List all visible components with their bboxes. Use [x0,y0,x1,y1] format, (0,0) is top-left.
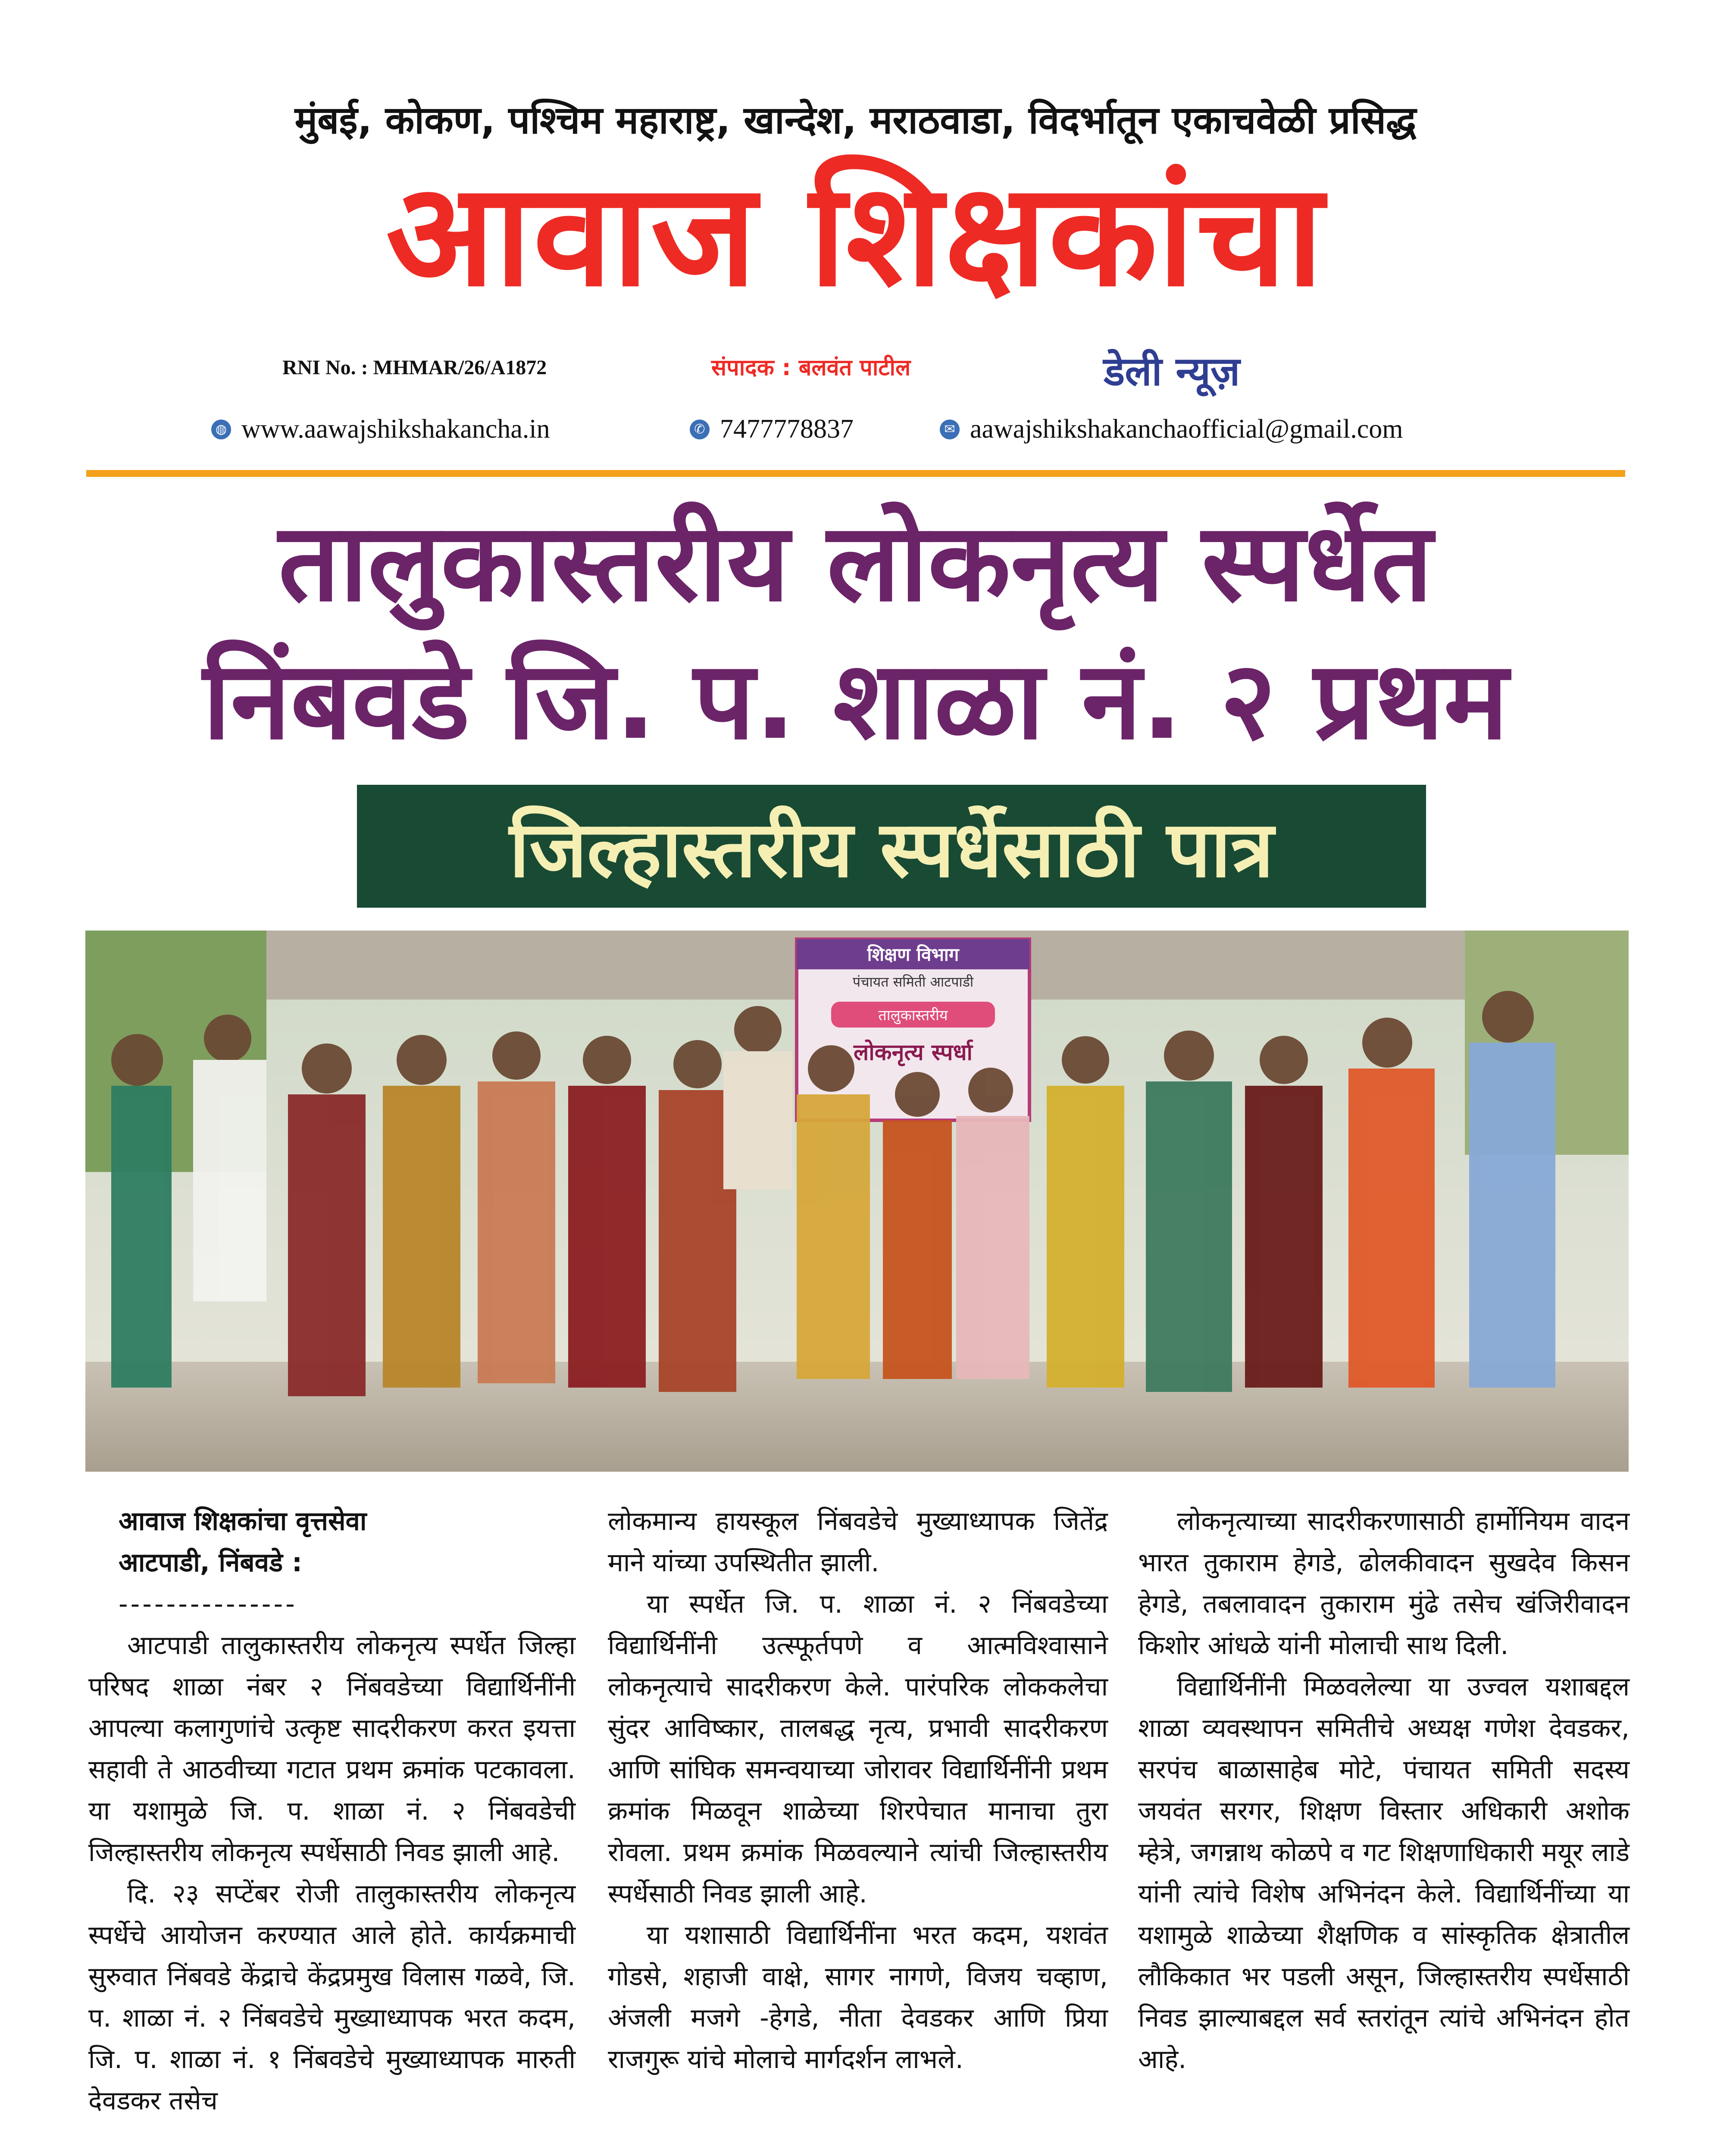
event-photo [85,931,1629,1472]
photo-banner-line-2: पंचायत समिती आटपाडी [852,974,974,990]
article-dateline: आटपाडी, निंबवडे : [119,1548,302,1578]
globe-icon: ◍ [211,420,231,439]
article-paragraph: दि. २३ सप्टेंबर रोजी तालुकास्तरीय लोकनृत्य स्पर्धेचे आयोजन करण्यात आले होते. कार्यक्रमाची सुरुवात निंबवडे केंद्राचे केंद्रप्रमुख विलास गळवे, जि. प. शाळा नं. २ निंबवडेचे मुख्याध्यापक भरत कदम, जि. प. शाळा नं. १ निंबवडेचे मुख्याध्यापक मारुती देवडकर तसेच [88,1879,576,2116]
masthead-title: आवाज शिक्षकांचा [386,152,1325,318]
subheadline-banner [357,785,1426,908]
photo-banner-line-4: लोकनृत्य स्पर्धा [853,1040,973,1065]
article-paragraph: या स्पर्धेत जि. प. शाळा नं. २ निंबवडेच्या विद्यार्थिनींनी उत्स्फूर्तपणे व आत्मविश्वासाने लोकनृत्याचे सादरीकरण केले. पारंपरिक लोककलेचा सुंदर आविष्कार, तालबद्ध नृत्य, प्रभावी सादरीकरण आणि सांघिक समन्वयाच्या जोरावर विद्यार्थिनींनी प्रथम क्रमांक मिळवून शाळेच्या शिरपेचात मानाचा तुरा रोवला. प्रथम क्रमांक मिळवल्याने त्यांची जिल्हास्तरीय स्पर्धेसाठी निवड झाली आहे. [608,1589,1108,1909]
email-icon: ✉ [940,420,960,439]
email-address[interactable]: aawajshikshakanchaofficial@gmail.com [970,414,1403,444]
article-paragraph: आटपाडी तालुकास्तरीय लोकनृत्य स्पर्धेत जिल्हा परिषद शाळा नंबर २ निंबवडेच्या विद्यार्थिनींनी आपल्या कलागुणांचे उत्कृष्ट सादरीकरण करत इयत्ता सहावी ते आठवीच्या गटात प्रथम क्रमांक पटकावला. या यशामुळे जि. प. शाळा नं. २ निंबवडेची जिल्हास्तरीय लोकनृत्य स्पर्धेसाठी निवड झाली आहे. [88,1630,576,1868]
article-column-3 [1138,1501,1630,2080]
headline-line-2: निंबवडे जि. प. शाळा नं. २ प्रथम [203,638,1508,763]
article-divider: --------------- [119,1589,297,1619]
subheadline-text: जिल्हास्तरीय स्पर्धेसाठी पात्र [509,805,1274,895]
rni-number: RNI No. : MHMAR/26/A1872 [282,356,547,379]
tagline: मुंबई, कोकण, पश्चिम महाराष्ट्र, खान्देश, मराठवाडा, विदर्भातून एकाचवेळी प्रसिद्ध [294,98,1417,142]
headline-line-1: तालुकास्तरीय लोकनृत्य स्पर्धेत [278,500,1433,625]
article-column-1 [88,1501,576,2122]
phone-number[interactable]: 7477778837 [720,414,854,444]
website-contact[interactable] [211,414,550,445]
article-paragraph: लोकनृत्याच्या सादरीकरणासाठी हार्मोनियम वादन भारत तुकाराम हेगडे, ढोलकीवादन सुखदेव किसन हेगडे, तबलावादन तुकाराम मुंढे तसेच खंजिरीवादन किशोर आंधळे यांनी मोलाची साथ दिली. [1138,1506,1630,1661]
photo-banner-line-1: शिक्षण विभाग [867,944,959,965]
daily-news-label: डेली न्यूज़ [1104,348,1240,395]
phone-contact[interactable] [690,414,854,445]
article-paragraph: विद्यार्थिनींनी मिळवलेल्या या उज्वल यशाबद्दल शाळा व्यवस्थापन समितीचे अध्यक्ष गणेश देवडकर, सरपंच बाळासाहेब मोटे, पंचायत समिती सदस्य जयवंत सरगर, शिक्षण विस्तार अधिकारी अशोक म्हेत्रे, जगन्नाथ कोळपे व गट शिक्षणाधिकारी मयूर लाडे यांनी त्यांचे विशेष अभिनंदन केले. विद्यार्थिनींच्या या यशामुळे शाळेच्या शैक्षणिक व सांस्कृतिक क्षेत्रातील लौकिकात भर पडली असून, जिल्हास्तरीय स्पर्धेसाठी निवड झाल्याबद्दल सर्व स्तरांतून त्यांचे अभिनंदन होत आहे. [1138,1672,1630,2075]
article-column-2 [608,1501,1108,2080]
photo-banner-line-3: तालुकास्तरीय [878,1007,948,1024]
editor-credit: संपादक : बलवंत पाटील [711,355,911,381]
phone-icon: ✆ [690,420,710,439]
article-source: आवाज शिक्षकांचा वृत्तसेवा [119,1506,367,1536]
website-link[interactable]: www.aawajshikshakancha.in [241,414,550,444]
article-paragraph: लोकमान्य हायस्कूल निंबवडेचे मुख्याध्यापक जितेंद्र माने यांच्या उपस्थितीत झाली. [608,1506,1108,1578]
email-contact[interactable] [940,414,1403,445]
article-paragraph: या यशासाठी विद्यार्थिनींना भरत कदम, यशवंत गोडसे, शहाजी वाक्षे, सागर नागणे, विजय चव्हाण, अंजली मजगे -हेगडे, नीता देवडकर आणि प्रिया राजगुरू यांचे मोलाचे मार्गदर्शन लाभले. [608,1920,1108,2075]
header-divider [86,470,1625,477]
